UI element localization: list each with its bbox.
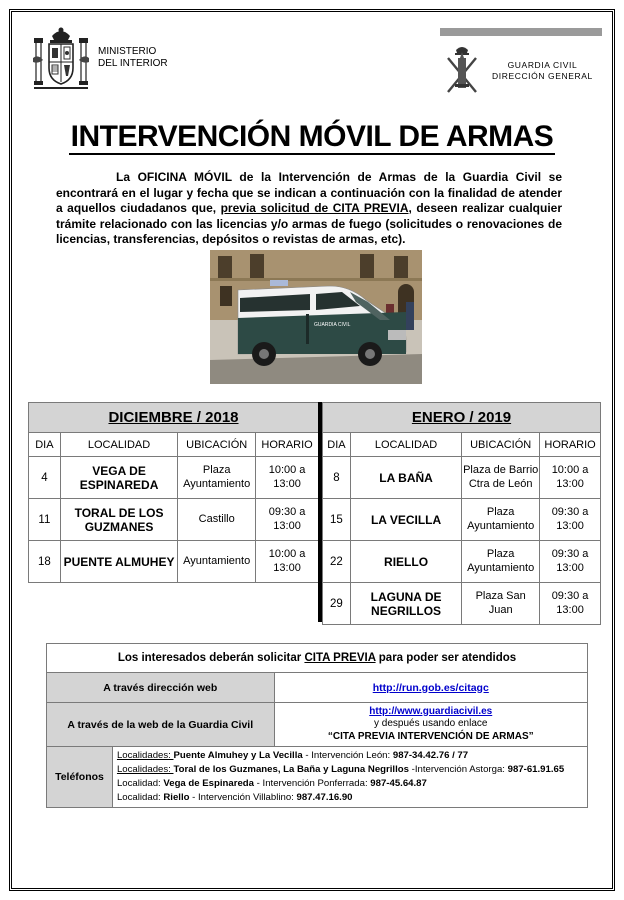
table-row [29, 457, 319, 499]
january-schedule-table [322, 402, 601, 625]
gc-line1: GUARDIA CIVIL [507, 60, 578, 70]
row-dia: 8 [323, 457, 351, 499]
mobile-office-van-photo [210, 250, 422, 384]
phone-office: - Intervención Villablino: [189, 792, 297, 803]
phone-places: Riello [163, 792, 190, 803]
phone-prefix: Localidades: [116, 750, 174, 761]
header-grey-bar [440, 28, 602, 36]
row-localidad: LA BAÑA [350, 457, 461, 499]
row-horario: 10:00 a 13:00 [540, 457, 601, 499]
ministry-name [98, 46, 168, 70]
guardia-civil-name [492, 60, 593, 82]
row-horario: 09:30 a 13:00 [540, 499, 601, 541]
table-row [29, 541, 319, 583]
ministry-line1: MINISTERIO [98, 46, 157, 57]
guardia-civil-emblem-icon [444, 44, 480, 96]
col-localidad: LOCALIDAD [350, 433, 461, 457]
guardia-civil-header [440, 24, 610, 96]
spain-coat-of-arms-icon [30, 24, 92, 94]
december-schedule-table [28, 402, 319, 583]
row-localidad: VEGA DE ESPINAREDA [60, 457, 177, 499]
row-horario: 09:30 a 13:00 [256, 499, 319, 541]
col-ubicacion: UBICACIÓN [462, 433, 540, 457]
december-month-label: DICIEMBRE / 2018 [108, 409, 239, 426]
row-dia: 4 [29, 457, 61, 499]
intro-cita-previa: previa solicitud de CITA PREVIA [220, 201, 409, 215]
table-row [323, 499, 601, 541]
guardiacivil-link[interactable]: http://www.guardiacivil.es [369, 705, 493, 717]
table-row [29, 499, 319, 541]
col-dia: DIA [29, 433, 61, 457]
december-month-header [29, 403, 319, 433]
row-dia: 22 [323, 541, 351, 583]
page-title-text: INTERVENCIÓN MÓVIL DE ARMAS [70, 120, 554, 153]
phone-places: Vega de Espinareda [163, 778, 255, 789]
row-ubicacion: Plaza Ayuntamiento [462, 541, 540, 583]
row-localidad: RIELLO [350, 541, 461, 583]
intro-text-2: , deseen realizar cualquier trámite relacionado con las licencias y/o armas de fuego (solicitudes o renovaciones de licencias, transferencias, depósitos o revistas de armas, etc). [56, 201, 562, 246]
phone-prefix: Localidad: [116, 792, 164, 803]
phone-prefix: Localidades: [116, 764, 174, 775]
row-ubicacion: Ayuntamiento [178, 541, 256, 583]
gc-line2: DIRECCIÓN GENERAL [492, 71, 593, 81]
intro-text-1: La OFICINA MÓVIL de la Intervención de Armas de la Guardia Civil se encontrará en el lugar y fecha que se indican a continuación con la finalidad de atender a aquellos ciudadanos que, [56, 170, 562, 215]
table-row [323, 583, 601, 625]
phones-label: Teléfonos [47, 747, 113, 808]
january-month-label: ENERO / 2019 [411, 409, 512, 426]
phones-cell [112, 747, 587, 808]
table-row [323, 541, 601, 583]
january-month-header [323, 403, 601, 433]
info-heading-cita-previa: CITA PREVIA [304, 652, 376, 664]
phone-office: - Intervención León: [302, 750, 393, 761]
row-dia: 29 [323, 583, 351, 625]
cita-previa-link-text: “CITA PREVIA INTERVENCIÓN DE ARMAS” [327, 730, 534, 742]
row-horario: 10:00 a 13:00 [256, 457, 319, 499]
phone-line [113, 763, 587, 777]
row-localidad: LAGUNA DE NEGRILLOS [350, 583, 461, 625]
row-dia: 18 [29, 541, 61, 583]
intro-paragraph [56, 170, 562, 248]
guardia-civil-web-label: A través de la web de la Guardia Civil [47, 703, 275, 747]
col-horario: HORARIO [256, 433, 319, 457]
phone-number: 987-45.64.87 [370, 778, 427, 789]
phone-office: -Intervención Astorga: [408, 764, 508, 775]
phone-number: 987-34.42.76 / 77 [392, 750, 469, 761]
row-dia: 15 [323, 499, 351, 541]
phone-office: - Intervención Ponferrada: [254, 778, 371, 789]
row-ubicacion: Castillo [178, 499, 256, 541]
row-ubicacion: Plaza Ayuntamiento [462, 499, 540, 541]
phone-places: Puente Almuhey y La Vecilla [173, 750, 303, 761]
row-ubicacion: Plaza Ayuntamiento [178, 457, 256, 499]
info-heading [47, 644, 588, 673]
phone-line [113, 777, 587, 791]
phone-line [113, 791, 587, 805]
ministry-line2: DEL INTERIOR [98, 58, 168, 69]
page-title [0, 120, 624, 154]
col-ubicacion: UBICACIÓN [178, 433, 256, 457]
van-lettering: GUARDIA CIVIL [314, 322, 351, 328]
guardia-civil-after-text: y después usando enlace [374, 718, 488, 730]
phone-number: 987.47.16.90 [296, 792, 353, 803]
phone-number: 987-61.91.65 [507, 764, 565, 775]
guardia-civil-web-cell [274, 703, 588, 747]
ministry-header [30, 24, 190, 96]
table-row [323, 457, 601, 499]
web-label: A través dirección web [47, 673, 275, 703]
phone-line [113, 749, 587, 763]
citagc-link[interactable] [274, 673, 588, 703]
col-horario: HORARIO [540, 433, 601, 457]
phone-places: Toral de los Guzmanes, La Baña y Laguna Negrillos [173, 764, 409, 775]
row-dia: 11 [29, 499, 61, 541]
col-localidad: LOCALIDAD [60, 433, 177, 457]
row-horario: 10:00 a 13:00 [256, 541, 319, 583]
info-heading-pre: Los interesados deberán solicitar [117, 652, 305, 664]
citagc-link-text[interactable]: http://run.gob.es/citagc [372, 681, 489, 694]
phone-prefix: Localidad: [116, 778, 164, 789]
appointment-info-table [46, 643, 588, 808]
row-horario: 09:30 a 13:00 [540, 583, 601, 625]
col-dia: DIA [323, 433, 351, 457]
info-heading-post: para poder ser atendidos [375, 652, 517, 664]
row-ubicacion: Plaza San Juan [462, 583, 540, 625]
row-localidad: LA VECILLA [350, 499, 461, 541]
row-localidad: PUENTE ALMUHEY [60, 541, 177, 583]
row-ubicacion: Plaza de Barrio Ctra de León [462, 457, 540, 499]
row-horario: 09:30 a 13:00 [540, 541, 601, 583]
row-localidad: TORAL DE LOS GUZMANES [60, 499, 177, 541]
